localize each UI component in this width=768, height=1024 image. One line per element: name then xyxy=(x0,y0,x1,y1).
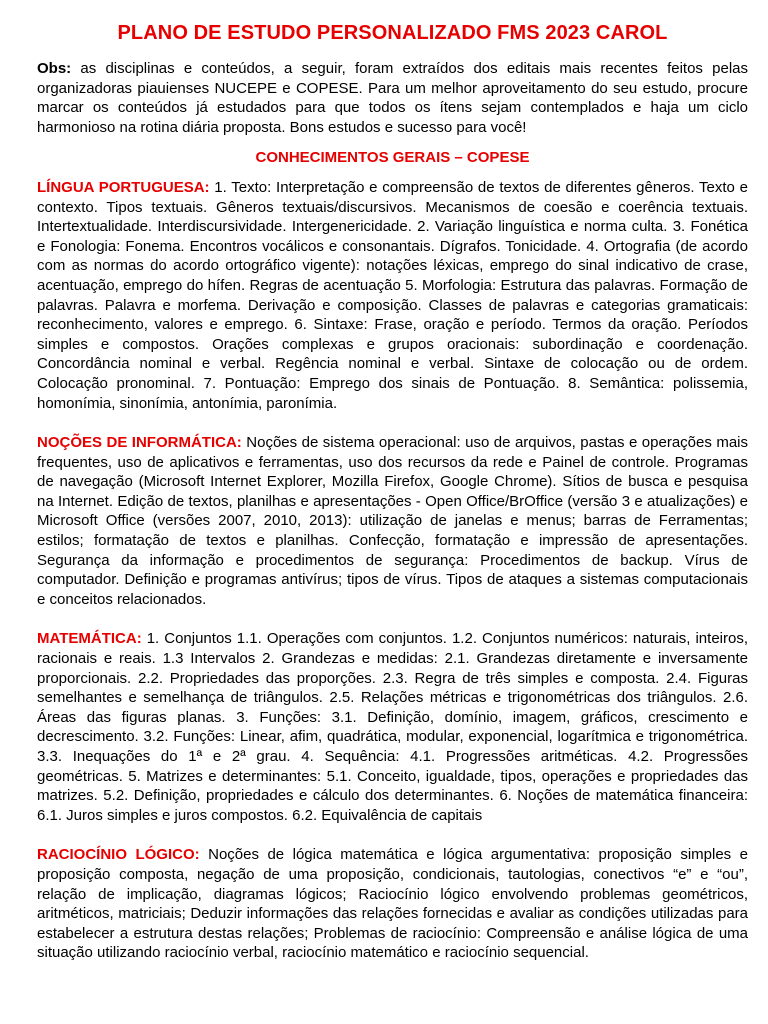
subject-raciocinio-logico xyxy=(37,845,748,963)
obs-label: Obs: xyxy=(37,60,72,77)
subject-text: Noções de lógica matemática e lógica argumentativa: proposição simples e proposição composta, negação de uma proposição, condicionais, tautologias, conectivos “e” e “ou”, relação de implicação, diagramas lógicos; Raciocínio lógico envolvendo problemas geométricos, aritméticos, matriciais; Deduzir informações das relações fornecidas e avaliar as condições utilizadas para estabelecer a estrutura destas relações; Problemas de raciocínio: Compreensão e análise lógica de uma situação utilizando raciocínio verbal, raciocínio matemático e raciocínio sequencial. xyxy=(37,846,748,962)
obs-text: as disciplinas e conteúdos, a seguir, foram extraídos dos editais mais recentes feitos pelas organizadoras piauienses NUCEPE e COPESE. Para um melhor aproveitamento do seu estudo, procure marcar os conteúdos já estudados para que todos os ítens sejam contemplados e haja um ciclo harmonioso na rotina diária proposta. Bons estudos e sucesso para você! xyxy=(37,60,748,136)
obs-paragraph xyxy=(37,59,748,137)
subject-text: 1. Conjuntos 1.1. Operações com conjuntos. 1.2. Conjuntos numéricos: naturais, inteiros, racionais e reais. 1.3 Intervalos 2. Grandezas e medidas: 2.1. Grandezas diretamente e inversamente proporcionais. 2.2. Propriedades das proporções. 2.3. Regra de três simples e composta. 2.4. Figuras semelhantes e semelhança de triângulos. 2.5. Relações métricas e trigonométricas dos triângulos. 2.6. Áreas das figuras planas. 3. Funções: 3.1. Definição, domínio, imagem, gráficos, crescimento e decrescimento. 3.2. Funções: Linear, afim, quadrática, modular, exponencial, logarítmica e trigonométrica. 3.3. Inequações do 1ª e 2ª grau. 4. Sequência: 4.1. Progressões aritméticas. 4.2. Progressões geométricas. 5. Matrizes e determinantes: 5.1. Conceito, igualdade, tipos, operações e propriedades das matrizes. 5.2. Definição, propriedades e cálculo dos determinantes. 6. Noções de matemática financeira: 6.1. Juros simples e juros compostos. 6.2. Equivalência de capitais xyxy=(37,630,748,824)
subject-lingua-portuguesa xyxy=(37,178,748,413)
subject-label: RACIOCÍNIO LÓGICO: xyxy=(37,846,200,864)
document-title: PLANO DE ESTUDO PERSONALIZADO FMS 2023 CAROL xyxy=(117,22,668,44)
subject-nocoes-informatica xyxy=(37,433,748,609)
subject-label: NOÇÕES DE INFORMÁTICA: xyxy=(37,434,242,452)
subject-matematica xyxy=(37,629,748,825)
subject-text: Noções de sistema operacional: uso de arquivos, pastas e operações mais frequentes, uso de aplicativos e ferramentas, uso dos recursos da rede e Painel de controle. Programas de navegação (Microsoft Internet Explorer, Mozilla Firefox, Google Chrome). Sítios de busca e pesquisa na Internet. Edição de textos, planilhas e apresentações - Open Office/BrOffice (versão 3 e atualizações) e Microsoft Office (versões 2007, 2010, 2013): utilização de janelas e menus; barras de Ferramentas; estilos; formatação de textos e planilhas. Confecção, formatação e impressão de apresentações. Segurança da informação e procedimentos de segurança: Procedimentos de backup. Vírus de computador. Definição e programas antivírus; tipos de vírus. Tipos de ataques a sistemas computacionais e conceitos relacionados. xyxy=(37,434,748,608)
subject-text: 1. Texto: Interpretação e compreensão de textos de diferentes gêneros. Texto e contexto. Tipos textuais. Gêneros textuais/discursivos. Mecanismos de coesão e coerência textuais. Intertextualidade. Interdiscursividade. Intergenericidade. 2. Variação linguística e norma culta. 3. Fonética e Fonologia: Fonema. Encontros vocálicos e consonantais. Dígrafos. Tonicidade. 4. Ortografia (de acordo com as normas do acordo ortográfico vigente): notações léxicas, emprego do sinal indicativo de crase, acentuação, emprego do hífen. Regras de acentuação 5. Morfologia: Estrutura das palavras. Formação de palavras. Palavra e morfema. Derivação e composição. Classes de palavras e categorias gramaticais: reconhecimento, valores e emprego. 6. Sintaxe: Frase, oração e período. Termos da oração. Períodos simples e compostos. Orações complexas e grupos oracionais: subordinação e coordenação. Concordância nominal e verbal. Regência nominal e verbal. Sintaxe de colocação ou de ordem. Colocação pronominal. 7. Pontuação: Emprego dos sinais de Pontuação. 8. Semântica: polissemia, homonímia, sinonímia, antonímia, paronímia. xyxy=(37,178,748,412)
section-header: CONHECIMENTOS GERAIS – COPESE xyxy=(255,149,530,167)
subject-label: LÍNGUA PORTUGUESA: xyxy=(37,178,210,196)
subject-label: MATEMÁTICA: xyxy=(37,630,142,648)
